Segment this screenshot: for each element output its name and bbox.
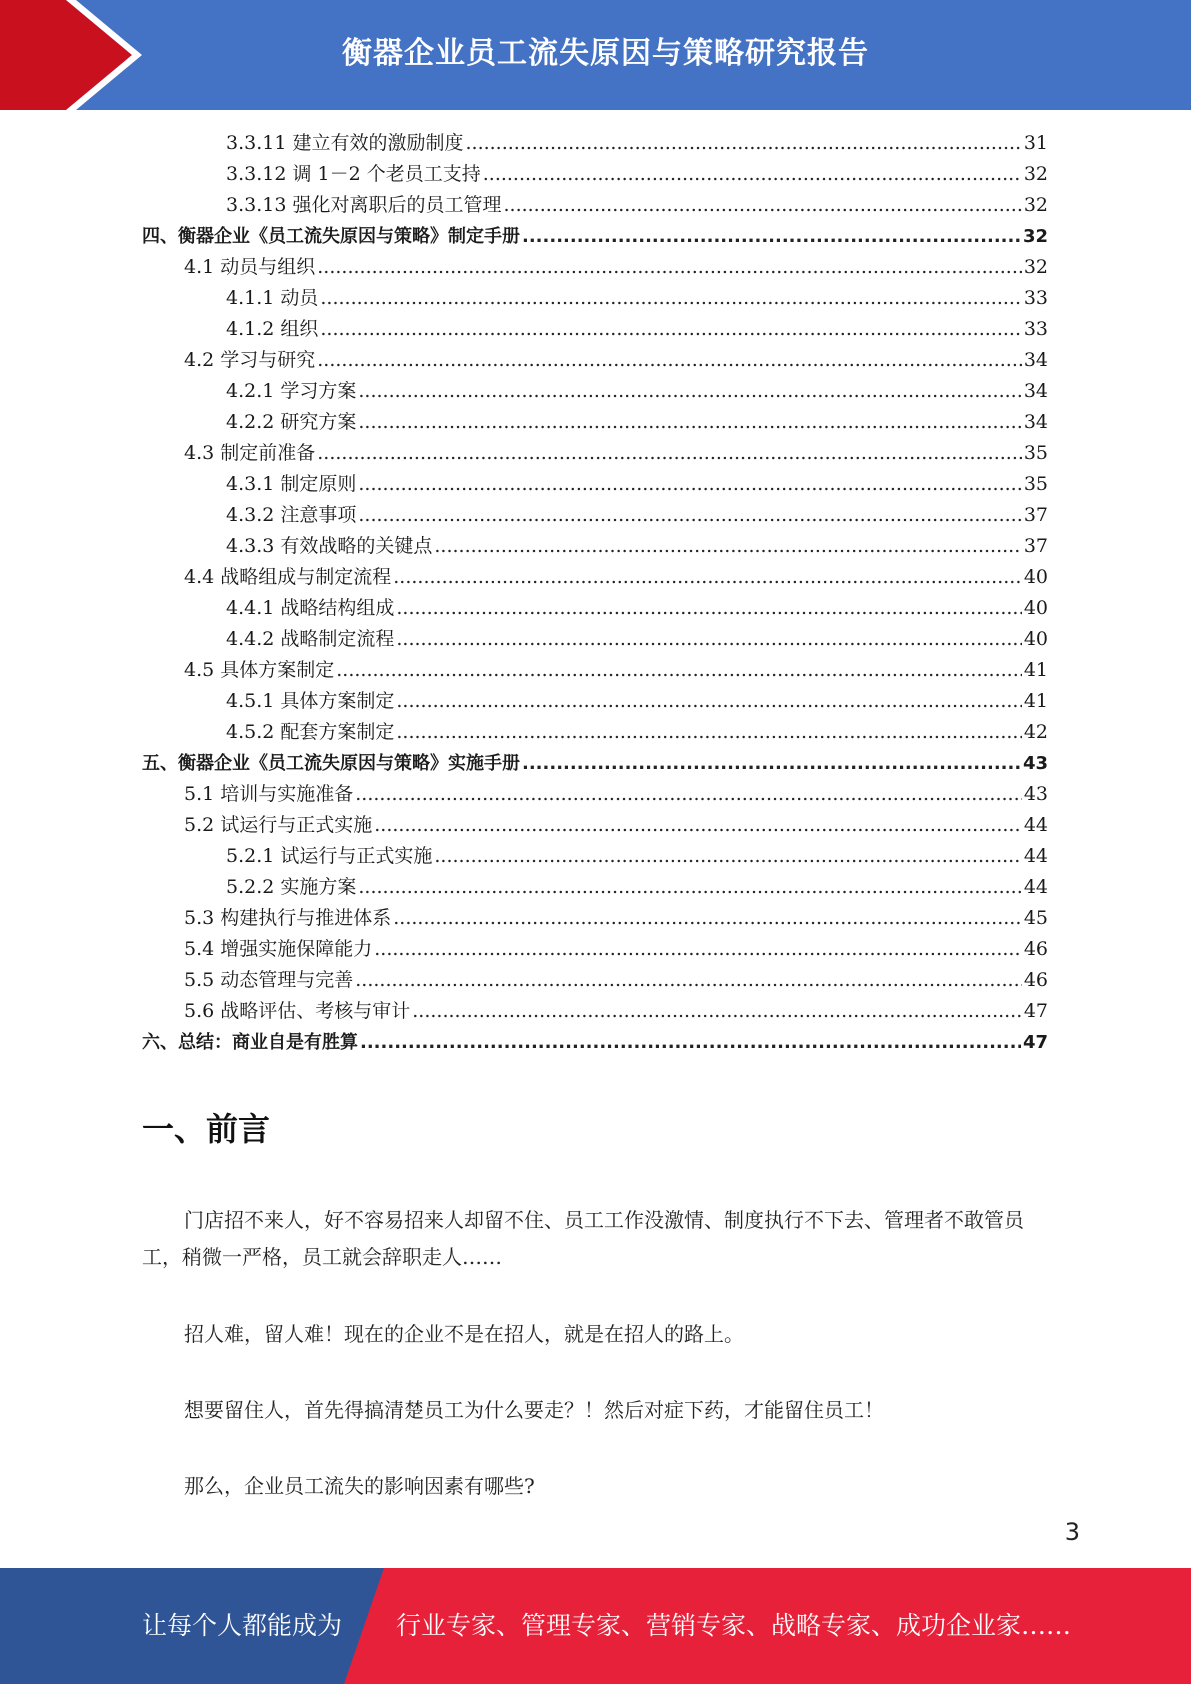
toc-entry[interactable] bbox=[226, 500, 1048, 531]
toc-entry-title: 4.3.3 有效战略的关键点 bbox=[226, 535, 433, 557]
toc-entry-page: 44 bbox=[1023, 814, 1048, 836]
toc-entry[interactable] bbox=[226, 717, 1048, 748]
toc-entry-page: 34 bbox=[1023, 380, 1048, 402]
paragraph-text: 想要留住人，首先得搞清楚员工为什么要走？！然后对症下药，才能留住员工！ bbox=[184, 1398, 884, 1422]
toc-leader-dots bbox=[358, 500, 1021, 531]
toc-entry-page: 33 bbox=[1023, 318, 1048, 340]
toc-entry-page: 47 bbox=[1022, 1032, 1048, 1053]
toc-leader-dots bbox=[358, 376, 1021, 407]
toc-entry-title: 4.3 制定前准备 bbox=[184, 442, 316, 464]
toc-leader-dots bbox=[396, 686, 1021, 717]
toc-leader-dots bbox=[396, 624, 1021, 655]
toc-entry-page: 44 bbox=[1023, 876, 1048, 898]
toc-entry[interactable] bbox=[226, 841, 1048, 872]
toc-entry[interactable] bbox=[226, 872, 1048, 903]
toc-entry-title: 3.3.12 调 1－2 个老员工支持 bbox=[226, 163, 481, 185]
toc-entry[interactable] bbox=[226, 469, 1048, 500]
toc-entry-page: 32 bbox=[1023, 163, 1048, 185]
toc-leader-dots bbox=[393, 903, 1022, 934]
toc-entry-page: 35 bbox=[1023, 473, 1048, 495]
toc-entry-title: 3.3.11 建立有效的激励制度 bbox=[226, 132, 464, 154]
toc-entry[interactable] bbox=[184, 965, 1048, 996]
paragraph bbox=[142, 1392, 1048, 1429]
toc-entry-page: 40 bbox=[1023, 566, 1048, 588]
toc-entry[interactable] bbox=[226, 159, 1048, 190]
toc-leader-dots bbox=[396, 593, 1021, 624]
paragraph-text: 门店招不来人，好不容易招来人却留不住、员工工作没激情、制度执行不下去、管理者不敢管员工，稍微一严格，员工就会辞职走人…… bbox=[142, 1208, 1024, 1269]
page-header bbox=[0, 0, 1191, 110]
toc-entry-page: 41 bbox=[1023, 690, 1048, 712]
toc-entry-title: 4.5.2 配套方案制定 bbox=[226, 721, 395, 743]
toc-entry-title: 5.1 培训与实施准备 bbox=[184, 783, 354, 805]
toc-entry-page: 41 bbox=[1023, 659, 1048, 681]
toc-entry[interactable] bbox=[226, 128, 1048, 159]
toc-entry[interactable] bbox=[226, 686, 1048, 717]
toc-entry-title: 5.2.2 实施方案 bbox=[226, 876, 357, 898]
toc-entry-title: 4.4 战略组成与制定流程 bbox=[184, 566, 392, 588]
toc-entry[interactable] bbox=[184, 438, 1048, 469]
toc-entry[interactable] bbox=[226, 376, 1048, 407]
toc-entry[interactable] bbox=[226, 593, 1048, 624]
toc-entry-title: 4.1.1 动员 bbox=[226, 287, 319, 309]
page-footer bbox=[0, 1568, 1191, 1684]
toc-entry-title: 5.2 试运行与正式实施 bbox=[184, 814, 373, 836]
paragraph bbox=[142, 1468, 1048, 1505]
toc-entry[interactable] bbox=[184, 810, 1048, 841]
toc-leader-dots bbox=[320, 283, 1021, 314]
toc-entry-title: 4.1.2 组织 bbox=[226, 318, 319, 340]
toc-entry-page: 42 bbox=[1023, 721, 1048, 743]
toc-entry-title: 4.2 学习与研究 bbox=[184, 349, 316, 371]
toc-entry[interactable] bbox=[226, 407, 1048, 438]
toc-leader-dots bbox=[358, 469, 1021, 500]
toc-entry-title: 四、衡器企业《员工流失原因与策略》制定手册 bbox=[142, 226, 520, 247]
toc-entry-title: 5.6 战略评估、考核与审计 bbox=[184, 1000, 411, 1022]
toc-entry-title: 4.2.2 研究方案 bbox=[226, 411, 357, 433]
toc-entry-title: 五、衡器企业《员工流失原因与策略》实施手册 bbox=[142, 753, 520, 774]
paragraph bbox=[142, 1202, 1048, 1276]
toc-entry[interactable] bbox=[184, 996, 1048, 1027]
toc-entry-page: 35 bbox=[1023, 442, 1048, 464]
page-number: 3 bbox=[1064, 1518, 1080, 1546]
toc-leader-dots bbox=[317, 345, 1022, 376]
toc-entry[interactable] bbox=[226, 531, 1048, 562]
toc-entry[interactable] bbox=[184, 252, 1048, 283]
toc-leader-dots bbox=[358, 407, 1021, 438]
toc-leader-dots bbox=[360, 1027, 1021, 1058]
toc-leader-dots bbox=[355, 779, 1022, 810]
toc-entry[interactable] bbox=[226, 190, 1048, 221]
toc-entry-page: 44 bbox=[1023, 845, 1048, 867]
toc-entry-page: 31 bbox=[1023, 132, 1048, 154]
toc-entry[interactable] bbox=[142, 1027, 1048, 1058]
toc-entry-page: 46 bbox=[1023, 938, 1048, 960]
toc-entry-page: 37 bbox=[1023, 504, 1048, 526]
toc-leader-dots bbox=[522, 748, 1021, 779]
toc-entry-page: 32 bbox=[1023, 194, 1048, 216]
toc-leader-dots bbox=[320, 314, 1021, 345]
toc-entry-title: 4.4.2 战略制定流程 bbox=[226, 628, 395, 650]
toc-entry[interactable] bbox=[184, 655, 1048, 686]
toc-leader-dots bbox=[465, 128, 1021, 159]
toc-entry-title: 5.3 构建执行与推进体系 bbox=[184, 907, 392, 929]
toc-leader-dots bbox=[317, 438, 1022, 469]
toc-entry[interactable] bbox=[226, 314, 1048, 345]
toc-entry-page: 34 bbox=[1023, 349, 1048, 371]
footer-slogan-left: 让每个人都能成为 bbox=[142, 1611, 343, 1640]
toc-leader-dots bbox=[434, 841, 1021, 872]
toc-leader-dots bbox=[336, 655, 1022, 686]
toc-entry-page: 46 bbox=[1023, 969, 1048, 991]
toc-entry-title: 4.3.2 注意事项 bbox=[226, 504, 357, 526]
toc-entry-title: 4.3.1 制定原则 bbox=[226, 473, 357, 495]
toc-entry-title: 4.5.1 具体方案制定 bbox=[226, 690, 395, 712]
toc-leader-dots bbox=[358, 872, 1021, 903]
toc-entry[interactable] bbox=[142, 748, 1048, 779]
toc-entry-page: 32 bbox=[1023, 256, 1048, 278]
toc-entry-title: 4.5 具体方案制定 bbox=[184, 659, 335, 681]
toc-leader-dots bbox=[317, 252, 1022, 283]
toc-entry-title: 5.2.1 试运行与正式实施 bbox=[226, 845, 433, 867]
toc-leader-dots bbox=[522, 221, 1021, 252]
toc-entry-title: 3.3.13 强化对离职后的员工管理 bbox=[226, 194, 502, 216]
toc-entry[interactable] bbox=[226, 283, 1048, 314]
toc-leader-dots bbox=[396, 717, 1021, 748]
toc-leader-dots bbox=[374, 934, 1022, 965]
toc-leader-dots bbox=[434, 531, 1021, 562]
paragraph-text: 那么，企业员工流失的影响因素有哪些? bbox=[184, 1474, 535, 1498]
section-heading: 一、前言 bbox=[142, 1110, 271, 1148]
toc-entry-page: 43 bbox=[1023, 783, 1048, 805]
toc-entry-title: 4.1 动员与组织 bbox=[184, 256, 316, 278]
toc-leader-dots bbox=[483, 159, 1022, 190]
paragraph-text: 招人难，留人难！现在的企业不是在招人，就是在招人的路上。 bbox=[184, 1322, 744, 1346]
toc-entry-page: 34 bbox=[1023, 411, 1048, 433]
toc-leader-dots bbox=[393, 562, 1022, 593]
toc-entry[interactable] bbox=[142, 221, 1048, 252]
paragraph bbox=[142, 1316, 1048, 1353]
toc-entry-page: 37 bbox=[1023, 535, 1048, 557]
toc-entry[interactable] bbox=[184, 903, 1048, 934]
toc-leader-dots bbox=[374, 810, 1022, 841]
toc-entry[interactable] bbox=[184, 934, 1048, 965]
toc-entry-title: 4.4.1 战略结构组成 bbox=[226, 597, 395, 619]
toc-entry-page: 45 bbox=[1023, 907, 1048, 929]
toc-entry-page: 32 bbox=[1022, 226, 1048, 247]
toc-entry[interactable] bbox=[226, 624, 1048, 655]
toc-entry-page: 47 bbox=[1023, 1000, 1048, 1022]
toc-entry[interactable] bbox=[184, 562, 1048, 593]
toc-entry-page: 43 bbox=[1022, 753, 1048, 774]
toc-leader-dots bbox=[503, 190, 1021, 221]
toc-entry[interactable] bbox=[184, 779, 1048, 810]
toc-entry-title: 5.4 增强实施保障能力 bbox=[184, 938, 373, 960]
toc-entry-title: 5.5 动态管理与完善 bbox=[184, 969, 354, 991]
toc-leader-dots bbox=[412, 996, 1022, 1027]
toc-entry-page: 40 bbox=[1023, 597, 1048, 619]
toc-entry-title: 4.2.1 学习方案 bbox=[226, 380, 357, 402]
toc-entry-page: 33 bbox=[1023, 287, 1048, 309]
toc-entry-page: 40 bbox=[1023, 628, 1048, 650]
report-title: 衡器企业员工流失原因与策略研究报告 bbox=[342, 36, 869, 71]
toc-entry-title: 六、总结：商业自是有胜算 bbox=[142, 1032, 358, 1053]
toc-leader-dots bbox=[355, 965, 1022, 996]
toc-entry[interactable] bbox=[184, 345, 1048, 376]
footer-slogan-right: 行业专家、管理专家、营销专家、战略专家、成功企业家…… bbox=[396, 1611, 1072, 1640]
